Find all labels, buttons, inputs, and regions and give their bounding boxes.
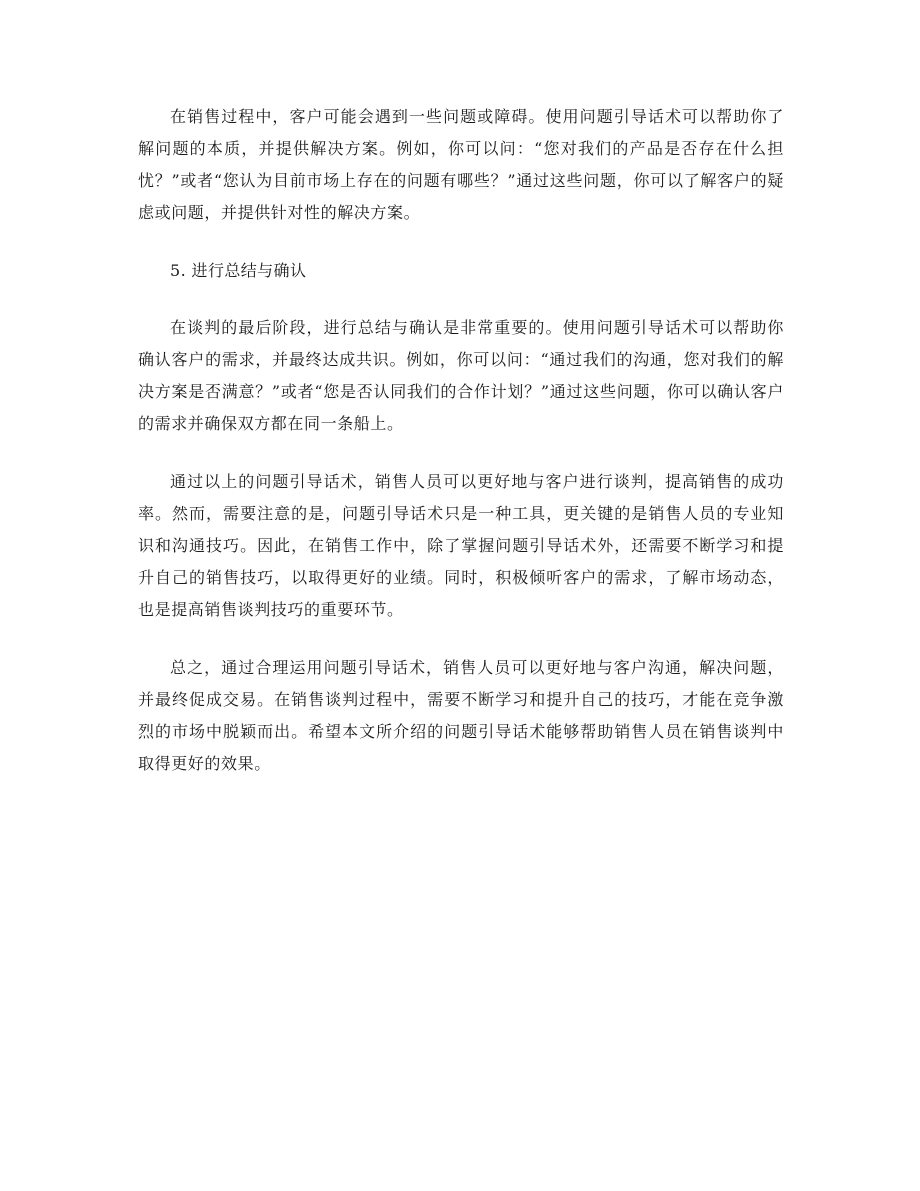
section-heading-summary-confirm: 5. 进行总结与确认 [170,261,307,280]
paragraph-summary-confirm: 在谈判的最后阶段，进行总结与确认是非常重要的。使用问题引导话术可以帮助你确认客户的需求，并最终达成共识。例如，你可以问：“通过我们的沟通，您对我们的解决方案是否满意？”或者“您是否认同我们的合作计划？”通过这些问题，你可以确认客户的需求并确保双方都在同一条船上。 [138,318,784,433]
paragraph-conclusion: 总之，通过合理运用问题引导话术，销售人员可以更好地与客户沟通，解决问题，并最终促成交易。在销售谈判过程中，需要不断学习和提升自己的技巧，才能在竞争激烈的市场中脱颖而出。希望本文所介绍的问题引导话术能够帮助销售人员在销售谈判中取得更好的效果。 [138,658,784,773]
paragraph-problem-solving: 在销售过程中，客户可能会遇到一些问题或障碍。使用问题引导话术可以帮助你了解问题的本质，并提供解决方案。例如，你可以问：“您对我们的产品是否存在什么担忧？”或者“您认为目前市场上存在的问题有哪些？”通过这些问题，你可以了解客户的疑虑或问题，并提供针对性的解决方案。 [138,107,784,222]
document-body [138,101,784,806]
paragraph-success-rate: 通过以上的问题引导话术，销售人员可以更好地与客户进行谈判，提高销售的成功率。然而，需要注意的是，问题引导话术只是一种工具，更关键的是销售人员的专业知识和沟通技巧。因此，在销售工作中，除了掌握问题引导话术外，还需要不断学习和提升自己的销售技巧，以取得更好的业绩。同时，积极倾听客户的需求，了解市场动态，也是提高销售谈判技巧的重要环节。 [138,472,784,619]
